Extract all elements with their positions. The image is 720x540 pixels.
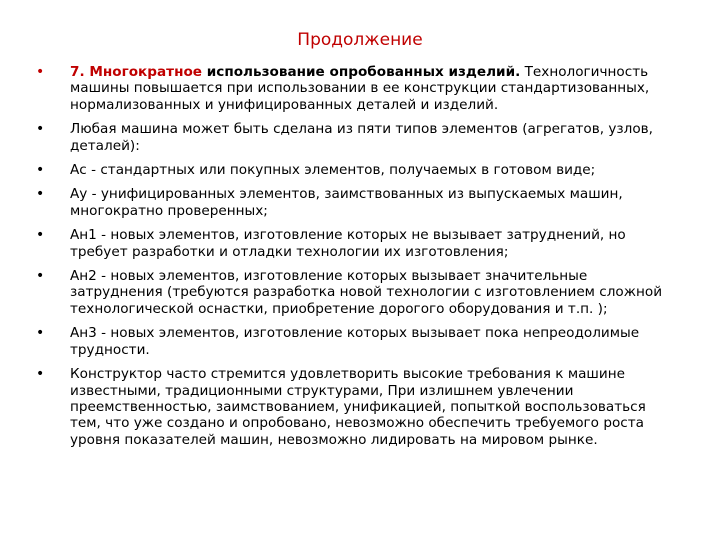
bullet-lead-red: 7. Многократное: [70, 64, 203, 80]
bullet-item-6: [36, 268, 676, 317]
bullet-mark-icon: •: [36, 227, 45, 244]
bullet-item-8: [36, 366, 676, 448]
bullet-text: Ан3 - новых элементов, изготовление которых вызывает пока непреодолимые трудности.: [70, 325, 640, 358]
bullet-item-2: [36, 121, 676, 154]
bullet-item-1: [36, 64, 676, 113]
bullet-text: Ан2 - новых элементов, изготовление которых вызывает значительные затруднения (требуются разработка новой технологии с изготовлением сложной технологической оснастки, приобретение дорогого оборудования и т.п. );: [70, 268, 663, 317]
bullet-mark-icon: •: [36, 268, 45, 285]
bullet-item-5: [36, 227, 676, 260]
bullet-mark-icon: •: [36, 186, 45, 203]
bullet-text: Конструктор часто стремится удовлетворить высокие требования к машине известными, традиционными структурами, При излишнем увлечении преемственностью, заимствованием, унификацией, попыткой воспользоваться тем, что уже создано и опробовано, невозможно обеспечить требуемого роста уровня показателей машин, невозможно лидировать на мировом рынке.: [70, 366, 646, 448]
bullet-text: Ау - унифицированных элементов, заимствованных из выпускаемых машин, многократно проверенных;: [70, 186, 623, 219]
bullet-text: Ас - стандартных или покупных элементов, получаемых в готовом виде;: [70, 162, 596, 179]
bullet-mark-icon: •: [36, 162, 45, 179]
bullet-text: Технологичность машины повышается при использовании в ее конструкции стандартизованных, нормализованных и унифицированных деталей и изделий.: [70, 64, 650, 113]
bullet-lead-bold: использование опробованных изделий.: [202, 64, 521, 80]
bullet-mark-icon: •: [36, 64, 45, 80]
slide-title: Продолжение: [297, 30, 423, 50]
bullet-text: Любая машина может быть сделана из пяти типов элементов (агрегатов, узлов, деталей):: [70, 121, 653, 154]
bullet-item-3: [36, 162, 676, 178]
bullet-mark-icon: •: [36, 366, 45, 383]
bullet-text: Ан1 - новых элементов, изготовление которых не вызывает затруднений, но требует разработки и отладки технологии их изготовления;: [70, 227, 626, 260]
bullet-item-7: [36, 325, 676, 358]
bullet-list: [36, 64, 676, 456]
bullet-mark-icon: •: [36, 325, 45, 342]
bullet-mark-icon: •: [36, 121, 45, 138]
bullet-item-4: [36, 186, 676, 219]
